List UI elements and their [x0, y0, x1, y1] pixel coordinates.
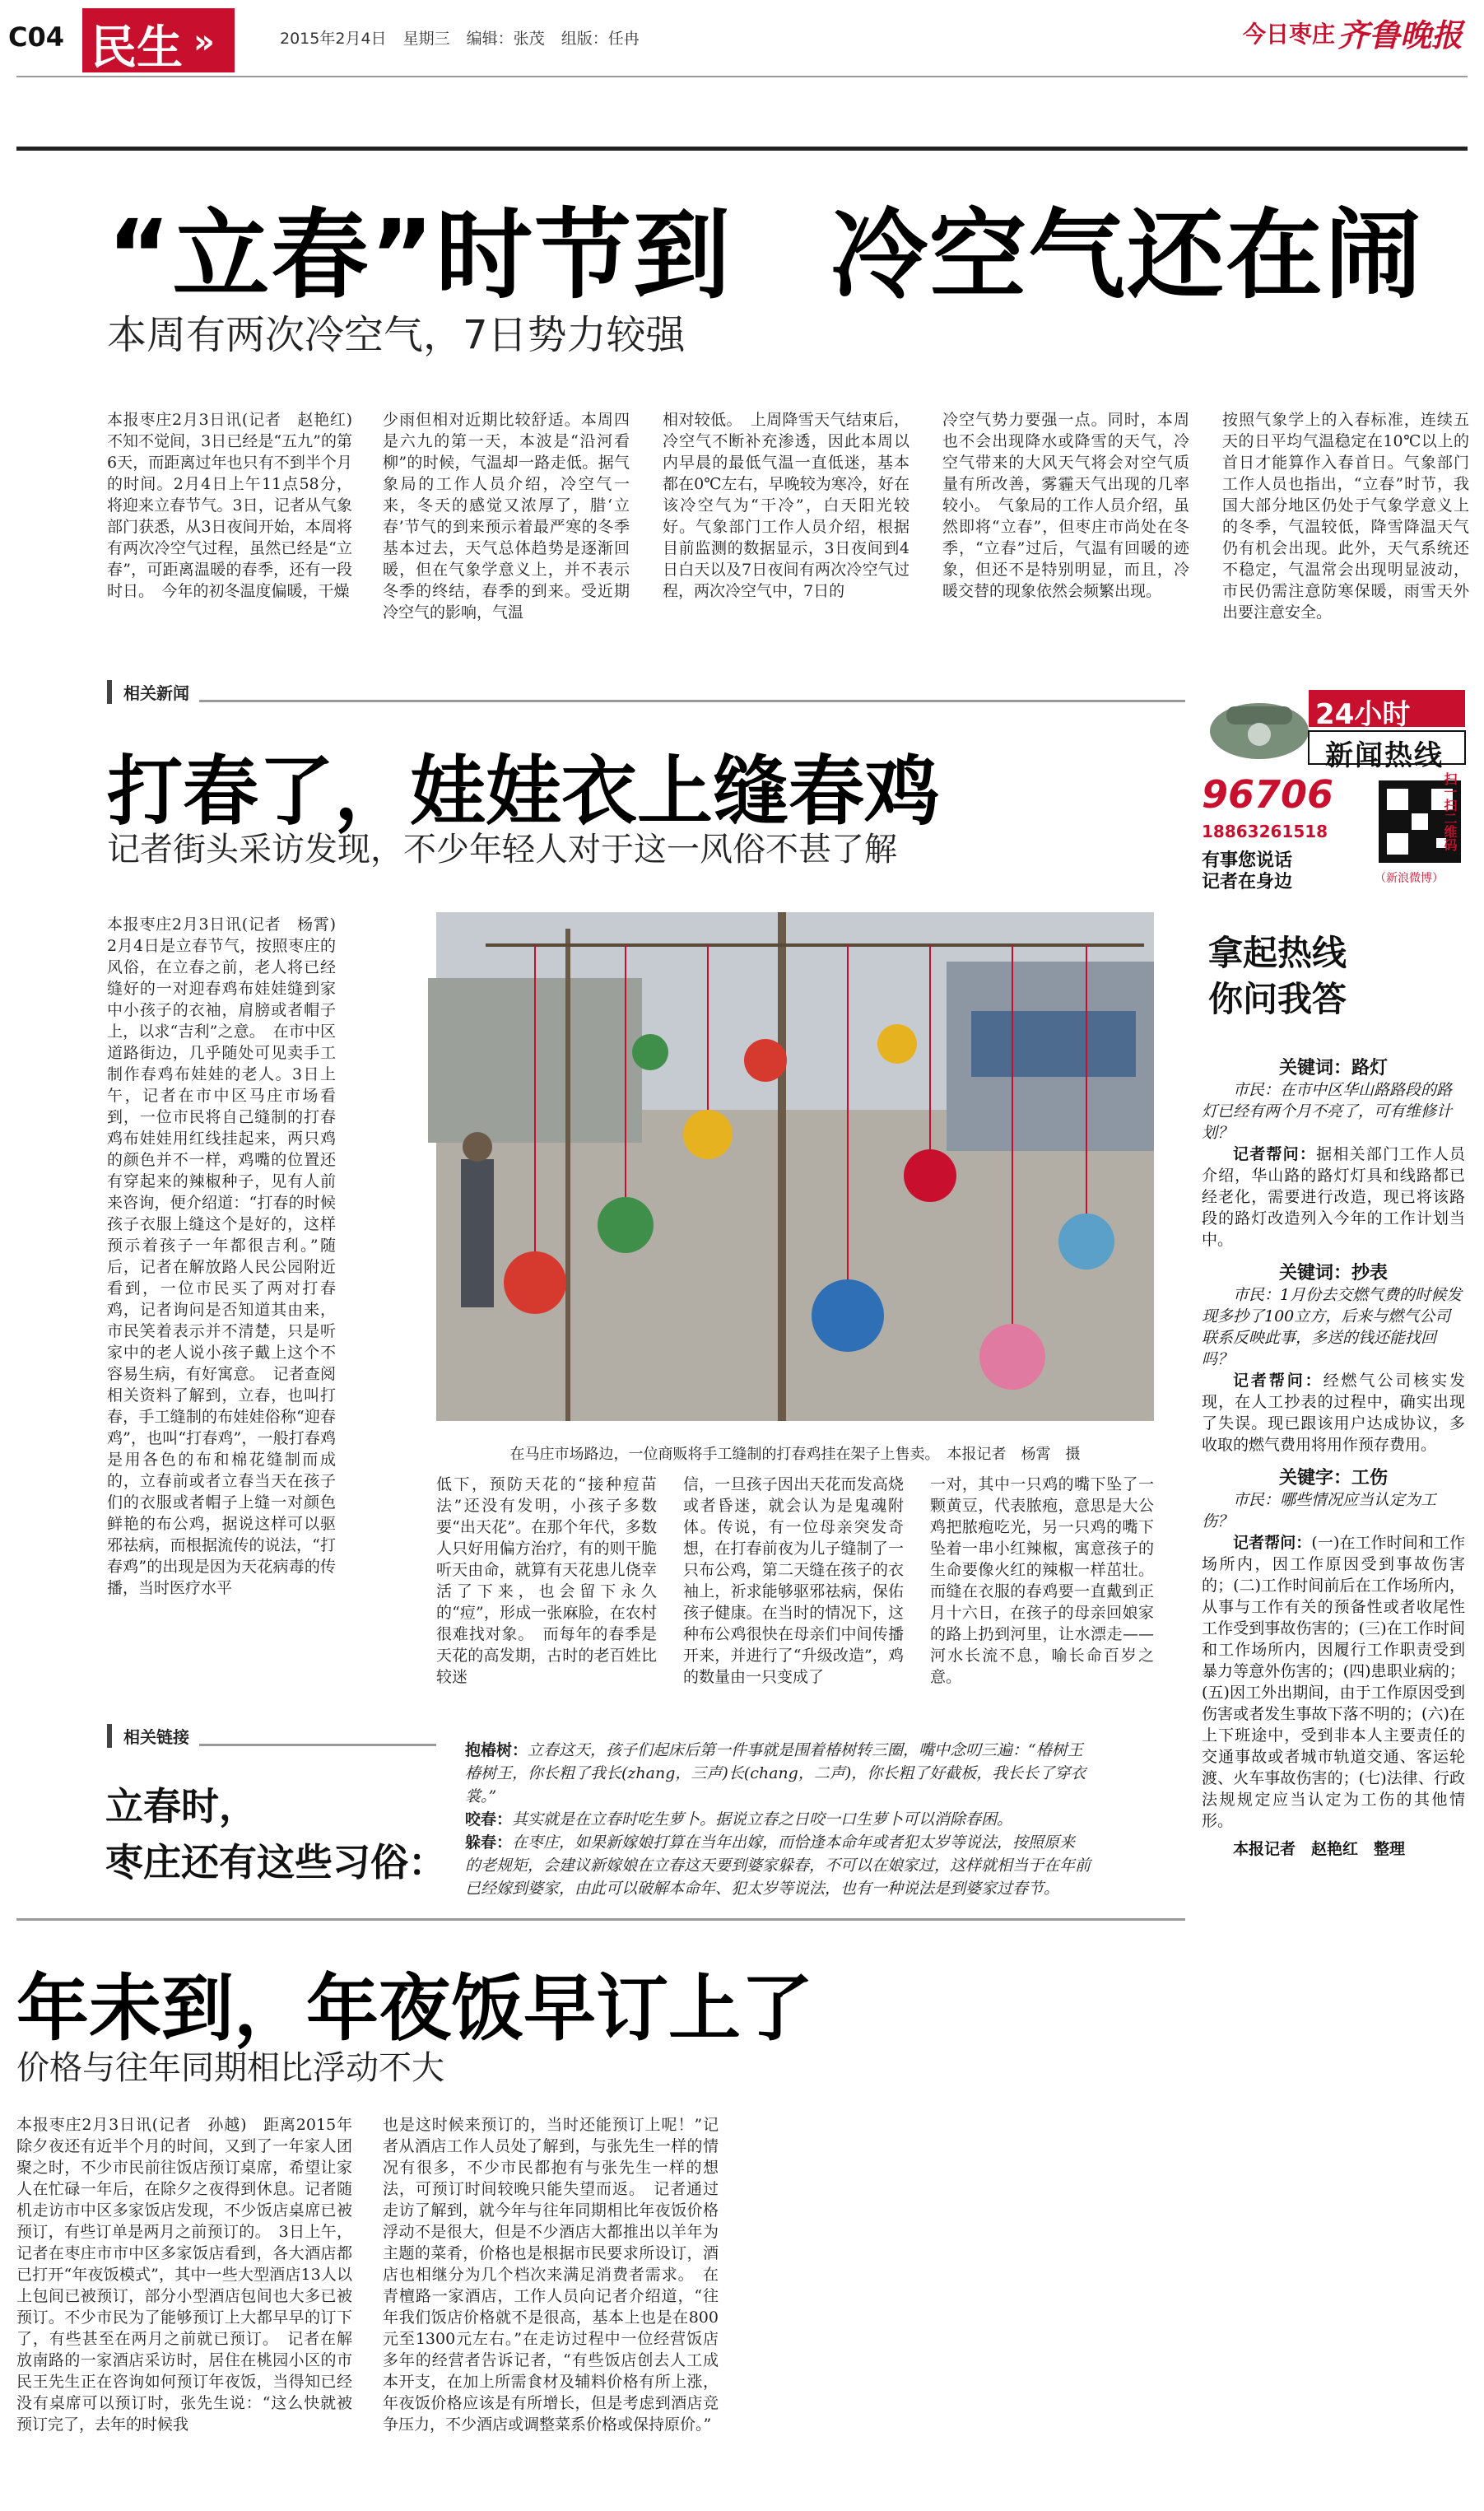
- qa-question-1: 市民：在市中区华山路路段的路灯已经有两个月不亮了，可有维修计划？: [1202, 1081, 1453, 1142]
- qa-keyword-2: 关键词：抄表: [1278, 1263, 1388, 1283]
- article2-bottom-column-2: 信，一旦孩子因出天花而发高烧或者昏迷，就会认为是鬼魂附体。传说，有一位母亲突发奇想，在打春前夜为儿子缝制了一只布公鸡，第二天缝在孩子的衣袖上，祈求能够驱邪祛病，保佑孩子健康。在当时的情况下，这种布公鸡很快在母亲们中间传播开来，并进行了“升级改造”，鸡的数量由一只变成了: [683, 1475, 904, 1686]
- related-link-label: 相关链接: [107, 1724, 199, 1748]
- issue-layout: 组版：任冉: [561, 30, 640, 48]
- article1-top-rule: [16, 147, 1468, 151]
- news-hotline-box: [1202, 690, 1465, 892]
- sidebar-title-line-1: 拿起热线: [1208, 933, 1347, 973]
- qa-keyword-1: 关键词：路灯: [1278, 1058, 1388, 1078]
- qa-answer-text-1: 据相关部门工作人员介绍，华山路的路灯灯具和线路都已经老化，需要进行改造，现已将该路段的路灯改造列入今年的工作计划当中。: [1202, 1145, 1465, 1249]
- qa-question-2: 市民：1月份去交燃气费的时候发现多抄了100立方，后来与燃气公司联系反映此事，多送的钱还能找回吗？: [1202, 1286, 1463, 1368]
- article2-bottom-column-1: 低下，预防天花的“接种痘苗法”还没有发明，小孩子多数要“出天花”。在那个年代，多数人只好用偏方治疗，有的则干脆听天由命，就算有天花患儿侥幸活了下来，也会留下永久的“痘”，形成一张麻脸，在农村很难找对象。 而每年的春季是天花的高发期，古时的老百姓比较迷: [436, 1475, 657, 1686]
- hotline-slogan-1: 有事您说话: [1202, 850, 1293, 871]
- qr-hint: 扫一扫二维码: [1442, 772, 1458, 851]
- masthead-rule: [16, 76, 1468, 77]
- sidebar-title-line-2: 你问我答: [1208, 979, 1347, 1019]
- article2-left-column: 本报枣庄2月3日讯(记者 杨霄) 2月4日是立春节气，按照枣庄的风俗，在立春之前，老人将已经缝好的一对迎春鸡布娃娃缝到家中小孩子的衣袖，肩膀或者帽子上，以求“吉利”之意。 在市中区道路街边，几乎随处可见卖手工制作春鸡布娃娃的老人。3日上午，记者在市中区马庄市场看到，一位市民将自己缝制的打春鸡布娃娃用红线挂起来，两只鸡的颜色并不一样，鸡嘴的位置还有穿起来的辣椒种子，见有人前来咨询，便介绍道：“打春的时候孩子衣服上缝这个是好的，这样预示着孩子一年都很吉利。”随后，记者在解放路人民公园附近看到，一位市民买了两对打春鸡，记者询问是否知道其由来，市民笑着表示并不清楚，只是听家中的老人说小孩子戴上这个不容易生病，有好寓意。 记者查阅相关资料了解到，立春，也叫打春，手工缝制的布娃娃俗称“迎春鸡”，也叫“打春鸡”，一般打春鸡是用各色的布和棉花缝制而成的，立春前或者立春当天在孩子们的衣服或者帽子上缝一对颜色鲜艳的布公鸡，据说这样可以驱邪祛病，而根据流传的说法，“打春鸡”的出现是因为天花病毒的传播，当时医疗水平: [107, 915, 352, 1597]
- article2-bottom-column-3: 一对，其中一只鸡的嘴下坠了一颗黄豆，代表脓疱，意思是大公鸡把脓疱吃光，另一只鸡的嘴下坠着一串小红辣椒，寓意孩子的生命要像火红的辣椒一样茁壮。而缝在衣服的春鸡要一直戴到正月十六日，在孩子的母亲回娘家的路上扔到河里，让水漂走——河水长流不息，喻长命百岁之意。: [930, 1475, 1154, 1686]
- article3-column-1: 本报枣庄2月3日讯(记者 孙越) 距离2015年除夕夜还有近半个月的时间，又到了一年家人团聚之时，不少市民前往饭店预订桌席，希望让家人在忙碌一年后，在除夕之夜得到休息。记者随机走访市中区多家饭店发现，不少饭店桌席已被预订，有些订单是两月之前预订的。 3日上午，记者在枣庄市市中区多家饭店看到，各大酒店都已打开“年夜饭模式”，其中一些大型酒店13人以上包间已被预订，部分小型酒店包间也大多已被预订。不少市民为了能够预订上大都早早的订下了，有些甚至在两月之前就已预订。 记者在解放南路的一家酒店采访时，居住在桃园小区的市民王先生正在咨询如何预订年夜饭，当得知已经没有桌席可以预订时，张先生说：“这么快就被预订完了，去年的时候我: [16, 2116, 352, 2434]
- article1-column-1: 本报枣庄2月3日讯(记者 赵艳红) 不知不觉间，3日已经是“五九”的第6天，而距离过年也只有不到半个月的时间。2月4日上午11点58分，将迎来立春节气。3日，记者从气象部门获悉，从3日夜间开始，本周将有两次冷空气过程，虽然已经是“立春”，可距离温暖的春季，还有一段时日。 今年的初冬温度偏暖，干燥: [107, 411, 369, 600]
- sidebar-qa: [1202, 1046, 1465, 1860]
- masthead: [0, 0, 1484, 78]
- custom-text-3: 在枣庄，如果新嫁娘打算在当年出嫁，而恰逢本命年或者犯太岁等说法，按照原来的老规矩，会建议新嫁娘在立春这天要到婆家躲春，不可以在娘家过，这样就相当于在年前已经嫁到婆家，由此可以破解本命年、犯太岁等说法，也有一种说法是到婆家过春节。: [465, 1833, 1091, 1898]
- article1-column-3: 相对较低。 上周降雪天气结束后，冷空气不断补充渗透，因此本周以内早晨的最低气温一直低迷，基本都在0℃左右，早晚较为寒冷，好在该冷空气为“干冷”，白天阳光较好。气象部门工作人员介绍，根据目前监测的数据显示，3日夜间到4日白天以及7日夜间有两次冷空气过程，两次冷空气中，7日的: [663, 411, 909, 600]
- customs-title: [105, 1778, 446, 1890]
- issue-editor: 编辑：张茂: [466, 30, 545, 48]
- hotline-phone: 18863261518: [1202, 822, 1328, 841]
- article1-subtitle: 本周有两次冷空气，7日势力较强: [107, 312, 686, 358]
- issue-date: 2015年2月4日: [280, 30, 387, 48]
- customs-list: [465, 1739, 1091, 1900]
- qa-answer-text-2: 经燃气公司核实发现，在人工抄表的过程中，确实出现了失误。现已跟该用户达成协议，多收取的燃气费用将用作预存费用。: [1202, 1372, 1465, 1454]
- custom-text-1: 立春这天，孩子们起床后第一件事就是围着椿树转三圈，嘴中念叨三遍：“椿树王椿树王，你长粗了我长(zhang，三声)长(chang，二声)，你长粗了好截板，我长长了穿衣裳。”: [465, 1741, 1086, 1805]
- qa-answer-3: [1202, 1532, 1465, 1832]
- custom-item-1: [465, 1739, 1091, 1808]
- hotline-slogan-2: 记者在身边: [1202, 872, 1293, 892]
- section-arrow-icon: »: [193, 23, 215, 61]
- article3-title: 年未到，年夜饭早订上了: [16, 1966, 814, 2051]
- qa-answer-text-3: (一)在工作时间和工作场所内，因工作原因受到事故伤害的；(二)工作时间前后在工作场所内，从事与工作有关的预备性或者收尾性工作受到事故伤害的；(三)在工作时间和工作场所内，因履行工作职责受到暴力等意外伤害的；(四)患职业病的；(五)因工外出期间，由于工作原因受到伤害或者发生事故下落不明的；(六)在上下班途中，受到非本人主要责任的交通事故或者城市轨道交通、客运轮渡、火车事故伤害的；(七)法律、行政法规规定应当认定为工伤的其他情形。: [1202, 1534, 1465, 1830]
- article1-column-4: 冷空气势力要强一点。同时，本周也不会出现降水或降雪的天气，冷空气带来的大风天气将会对空气质量有所改善，雾霾天气出现的几率较小。 气象局的工作人员介绍，虽然即将“立春”，但枣庄市尚处在冬季，“立春”过后，气温有回暖的迹象，但还不是特别明显，而且，冷暖交替的现象依然会频繁出现。: [942, 411, 1189, 600]
- article1-title: “立春”时节到 冷空气还在闹: [107, 198, 1424, 312]
- hotline-hours: 24小时: [1315, 698, 1411, 731]
- article2-subtitle: 记者街头采访发现，不少年轻人对于这一风俗不甚了解: [107, 831, 897, 869]
- custom-term-3: 躲春：: [465, 1833, 513, 1852]
- hotline-number: 96706: [1202, 772, 1334, 817]
- qa-question-3: 市民：哪些情况应当认定为工伤？: [1202, 1491, 1437, 1530]
- article3-subtitle: 价格与往年同期相比浮动不大: [16, 2049, 444, 2087]
- related-news-rule: [107, 700, 1185, 702]
- article1-column-5: 按照气象学上的入春标准，连续五天的日平均气温稳定在10℃以上的首日才能算作入春首日。气象部门工作人员也指出，“立春”时节，我国大部分地区仍处于气象学意义上的冬季，气温较低，降雪降温天气仍有机会出现。此外，天气系统还不稳定，气温常会出现明显波动，市民仍需注意防寒保暖，雨雪天外出要注意安全。: [1222, 411, 1469, 622]
- qa-answer-1: [1202, 1144, 1465, 1251]
- article3-column-2: 也是这时候来预订的，当时还能预订上呢！”记者从酒店工作人员处了解到，与张先生一样的情况有很多，不少市民都抱有与张先生一样的想法，可预订时间较晚只能失望而返。 记者通过走访了解到，就今年与往年同期相比年夜饭价格浮动不是很大，但是不少酒店大都推出以羊年为主题的菜肴，价格也是根据市民要求所设订，酒店也相继分为几个档次来满足消费者需求。 在青檀路一家酒店，工作人员向记者介绍道，“往年我们饭店价格就不是很高，基本上也是在800元至1300元左右。”在走访过程中一位经营饭店多年的经营者告诉记者，“有些饭店创去人工成本开支，在加上所需食材及辅料价格有所上涨，年夜饭价格应该是有所增长，但是考虑到酒店竞争压力，不少酒店或调整菜系价格或保持原价。”: [383, 2116, 719, 2434]
- sidebar-footer: 本报记者 赵艳红 整理: [1233, 1840, 1406, 1858]
- sidebar-title: [1208, 930, 1347, 1023]
- custom-item-2: [465, 1808, 1091, 1831]
- spring-chicken-photo: [436, 912, 1154, 1421]
- related-news-label: 相关新闻: [107, 680, 199, 704]
- page-number: C04: [8, 21, 65, 53]
- issue-weekday: 星期三: [402, 30, 450, 48]
- brand-text: 今日枣庄: [1243, 21, 1336, 48]
- article1-column-2: 少雨但相对近期比较舒适。本周四是六九的第一天，本波是“沿河看柳”的时候，气温却一路走低。据气象局的工作人员介绍，冷空气一来，冬天的感觉又浓厚了，腊‘立春’节气的到来预示着最严寒的冬季基本过去，天气总体趋势是逐渐回暖，但在气象学意义上，并不表示冬季的终结，春季的到来。受近期冷空气的影响，气温: [383, 411, 630, 622]
- custom-text-2: 其实就是在立春时吃生萝卜。据说立春之日咬一口生萝卜可以消除春困。: [512, 1810, 1013, 1829]
- photo-caption: 在马庄市场路边，一位商贩将手工缝制的打春鸡挂在架子上售卖。 本报记者 杨霄 摄: [509, 1446, 1081, 1463]
- qa-keyword-3: 关键字：工伤: [1278, 1468, 1388, 1488]
- article3-top-rule: [16, 1918, 1185, 1921]
- section-name: 民生: [91, 21, 183, 75]
- qa-answer-label-1: 记者帮问：: [1233, 1145, 1317, 1163]
- article2-title: 打春了，娃娃衣上缝春鸡: [107, 748, 941, 836]
- brand-logo: 齐鲁晚报: [1337, 16, 1463, 54]
- custom-term-1: 抱椿树：: [465, 1741, 528, 1759]
- custom-term-2: 咬春：: [465, 1810, 513, 1829]
- issue-meta: [280, 26, 640, 49]
- qa-answer-label-3: 记者帮问：: [1233, 1534, 1312, 1552]
- photo-illustration: [436, 912, 1154, 1421]
- customs-title-line-1: 立春时，: [105, 1784, 257, 1829]
- qa-answer-2: [1202, 1370, 1465, 1456]
- hotline-title: 新闻热线: [1325, 739, 1444, 772]
- customs-title-line-2: 枣庄还有这些习俗：: [105, 1840, 446, 1884]
- qa-answer-label-2: 记者帮问：: [1233, 1372, 1324, 1390]
- hotline-weibo: （新浪微博）: [1375, 872, 1444, 885]
- custom-item-3: [465, 1831, 1091, 1900]
